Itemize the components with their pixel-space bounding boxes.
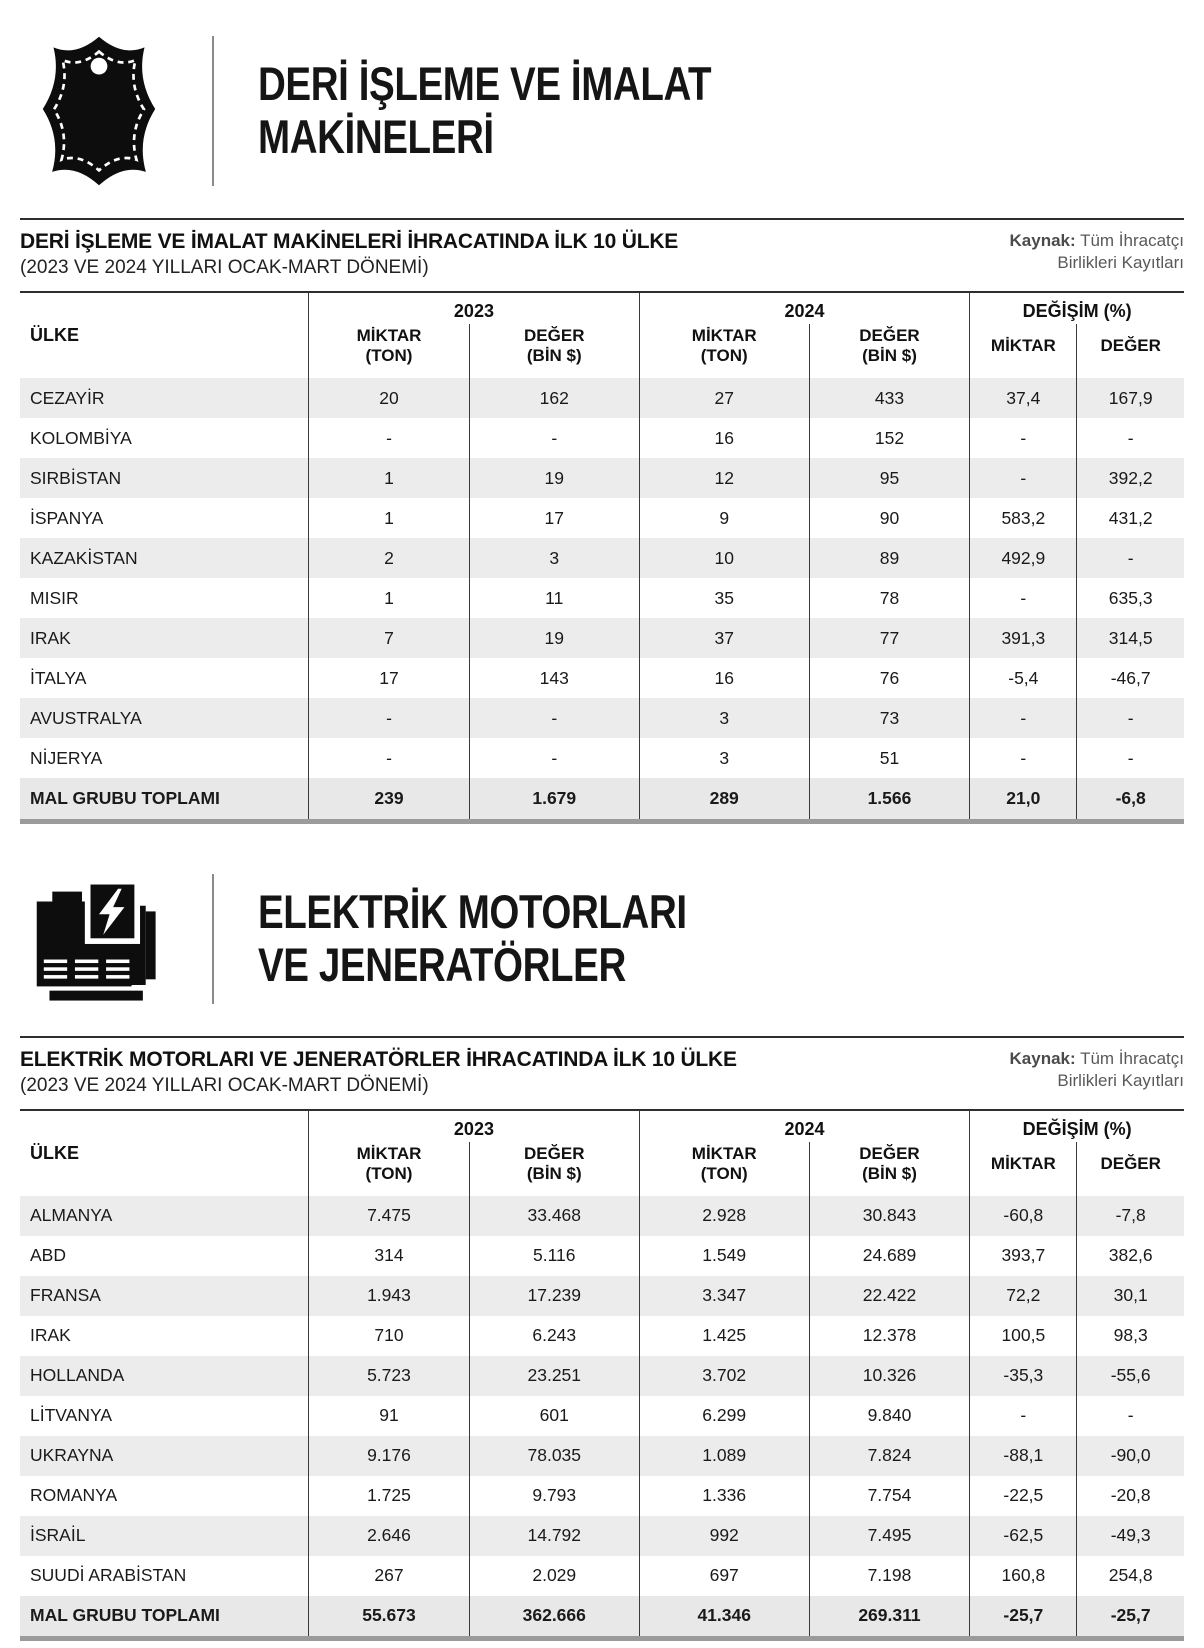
value-cell: 9: [639, 498, 809, 538]
value-cell: 1.549: [639, 1236, 809, 1276]
value-cell: -22,5: [970, 1476, 1077, 1516]
col-header-change-qty: MİKTAR: [970, 1142, 1077, 1196]
value-cell: 10.326: [809, 1356, 970, 1396]
table-title: ELEKTRİK MOTORLARI VE JENERATÖRLER İHRACATINDA İLK 10 ÜLKE: [20, 1047, 737, 1071]
table-header: [20, 1110, 1184, 1196]
value-cell: 27: [639, 378, 809, 418]
value-cell: 583,2: [970, 498, 1077, 538]
val-label: DEĞER: [524, 1143, 585, 1163]
value-cell: 239: [309, 778, 470, 821]
col-header-val-2023: [469, 1142, 639, 1196]
table-row: [20, 418, 1184, 458]
value-cell: 17.239: [469, 1276, 639, 1316]
table-body: [20, 378, 1184, 778]
value-cell: 30,1: [1077, 1276, 1184, 1316]
col-header-change-val: DEĞER: [1077, 324, 1184, 378]
value-cell: 19: [469, 618, 639, 658]
country-cell: MAL GRUBU TOPLAMI: [20, 1596, 309, 1639]
value-cell: 5.116: [469, 1236, 639, 1276]
value-cell: 2.029: [469, 1556, 639, 1596]
table-row: [20, 618, 1184, 658]
val-unit: (BİN $): [862, 1163, 917, 1183]
value-cell: -60,8: [970, 1196, 1077, 1236]
value-cell: -: [469, 418, 639, 458]
value-cell: 37,4: [970, 378, 1077, 418]
table-title-group: [20, 1048, 737, 1097]
value-cell: 697: [639, 1556, 809, 1596]
value-cell: 24.689: [809, 1236, 970, 1276]
value-cell: 35: [639, 578, 809, 618]
value-cell: 362.666: [469, 1596, 639, 1639]
value-cell: 7.475: [309, 1196, 470, 1236]
value-cell: 1.679: [469, 778, 639, 821]
table-row: [20, 1236, 1184, 1276]
table-title: DERİ İŞLEME VE İMALAT MAKİNELERİ İHRACATINDA İLK 10 ÜLKE: [20, 230, 679, 253]
value-cell: 1.566: [809, 778, 970, 821]
value-cell: -88,1: [970, 1436, 1077, 1476]
value-cell: 7.824: [809, 1436, 970, 1476]
total-row: [20, 1596, 1184, 1639]
value-cell: -5,4: [970, 658, 1077, 698]
qty-label: MİKTAR: [356, 326, 422, 345]
col-header-val-2023: [469, 324, 639, 378]
value-cell: 77: [809, 618, 970, 658]
value-cell: 91: [309, 1396, 470, 1436]
val-unit: (BİN $): [862, 346, 917, 366]
country-cell: LİTVANYA: [30, 1405, 113, 1426]
country-cell: KAZAKİSTAN: [20, 538, 309, 578]
value-cell: 289: [639, 778, 809, 821]
value-cell: 492,9: [970, 538, 1077, 578]
table-row: [20, 658, 1184, 698]
value-cell: 7.754: [809, 1476, 970, 1516]
country-cell: HOLLANDA: [20, 1356, 309, 1396]
value-cell: 95: [809, 458, 970, 498]
value-cell: 89: [809, 538, 970, 578]
col-header-change: DEĞİŞİM (%): [970, 292, 1184, 324]
value-cell: 90: [809, 498, 970, 538]
col-header-qty-2024: [639, 1142, 809, 1196]
value-cell: 431,2: [1077, 498, 1184, 538]
value-cell: 23.251: [469, 1356, 639, 1396]
value-cell: -90,0: [1077, 1436, 1184, 1476]
value-cell: 12: [639, 458, 809, 498]
value-cell: 51: [809, 738, 970, 778]
value-cell: 12.378: [809, 1316, 970, 1356]
value-cell: 17: [309, 658, 470, 698]
value-cell: 2: [309, 538, 470, 578]
table-row: [20, 1556, 1184, 1596]
table-title-block-generators: [0, 1038, 1204, 1109]
value-cell: 7.495: [809, 1516, 970, 1556]
value-cell: 167,9: [1077, 378, 1184, 418]
col-header-2023: 2023: [309, 1110, 640, 1142]
value-cell: 14.792: [469, 1516, 639, 1556]
value-cell: 2.646: [309, 1516, 470, 1556]
value-cell: 267: [309, 1556, 470, 1596]
value-cell: 7.198: [809, 1556, 970, 1596]
value-cell: 1: [309, 578, 470, 618]
table-row: [20, 458, 1184, 498]
value-cell: -: [970, 1396, 1077, 1436]
value-cell: 16: [639, 658, 809, 698]
value-cell: 37: [639, 618, 809, 658]
source-note: [1010, 230, 1184, 274]
value-cell: 22.422: [809, 1276, 970, 1316]
table-row: [20, 1316, 1184, 1356]
value-cell: 152: [809, 418, 970, 458]
value-cell: 78.035: [469, 1436, 639, 1476]
country-cell: NİJERYA: [30, 747, 103, 768]
table-subtitle: (2023 VE 2024 YILLARI OCAK-MART DÖNEMİ): [20, 1074, 429, 1096]
source-line2: Birlikleri Kayıtları: [1057, 253, 1184, 273]
source-note: [1010, 1048, 1184, 1092]
value-cell: 1: [309, 458, 470, 498]
generator-icon: [24, 868, 174, 1010]
value-cell: 382,6: [1077, 1236, 1184, 1276]
value-cell: -35,3: [970, 1356, 1077, 1396]
value-cell: -6,8: [1077, 778, 1184, 821]
value-cell: 162: [469, 378, 639, 418]
source-line1: [1010, 1048, 1184, 1070]
col-header-val-2024: [809, 324, 970, 378]
table-row: [20, 538, 1184, 578]
value-cell: 100,5: [970, 1316, 1077, 1356]
country-cell: IRAK: [20, 618, 309, 658]
section-banner-generators: [0, 864, 1204, 1036]
col-header-qty-2023: [309, 324, 470, 378]
value-cell: -: [309, 698, 470, 738]
col-header-2023: 2023: [309, 292, 640, 324]
qty-label: MİKTAR: [356, 1143, 422, 1163]
value-cell: -: [970, 738, 1077, 778]
table-title-block-leather: [0, 220, 1204, 291]
value-cell: 78: [809, 578, 970, 618]
qty-unit: (TON): [365, 346, 413, 366]
header-row-years: [20, 1110, 1184, 1142]
qty-unit: (TON): [365, 1163, 413, 1183]
value-cell: -55,6: [1077, 1356, 1184, 1396]
section-title-line2: MAKİNELERİ: [258, 110, 494, 163]
value-cell: -: [1077, 698, 1184, 738]
section-banner-leather: [0, 26, 1204, 218]
export-table-leather: [20, 291, 1184, 824]
value-cell: 9.840: [809, 1396, 970, 1436]
table-row: [20, 1276, 1184, 1316]
value-cell: 710: [309, 1316, 470, 1356]
table-row: [20, 578, 1184, 618]
country-cell: FRANSA: [20, 1276, 309, 1316]
value-cell: 55.673: [309, 1596, 470, 1639]
total-row: [20, 778, 1184, 821]
value-cell: -: [1077, 538, 1184, 578]
value-cell: 76: [809, 658, 970, 698]
table-row: [20, 1476, 1184, 1516]
value-cell: 5.723: [309, 1356, 470, 1396]
value-cell: 19: [469, 458, 639, 498]
value-cell: -7,8: [1077, 1196, 1184, 1236]
col-header-change: DEĞİŞİM (%): [970, 1110, 1184, 1142]
col-header-qty-2023: [309, 1142, 470, 1196]
val-label: DEĞER: [859, 1143, 920, 1163]
val-unit: (BİN $): [526, 346, 582, 366]
value-cell: 6.243: [469, 1316, 639, 1356]
table-row: [20, 378, 1184, 418]
value-cell: 10: [639, 538, 809, 578]
source-line2: Birlikleri Kayıtları: [1057, 1070, 1184, 1090]
qty-unit: (TON): [700, 346, 748, 366]
value-cell: -49,3: [1077, 1516, 1184, 1556]
value-cell: -62,5: [970, 1516, 1077, 1556]
val-label: DEĞER: [859, 326, 920, 345]
value-cell: -25,7: [970, 1596, 1077, 1639]
country-cell: ALMANYA: [20, 1196, 309, 1236]
value-cell: 392,2: [1077, 458, 1184, 498]
value-cell: 20: [309, 378, 470, 418]
country-cell: ROMANYA: [30, 1485, 118, 1506]
header-row-years: [20, 292, 1184, 324]
value-cell: -: [970, 698, 1077, 738]
value-cell: -20,8: [1077, 1476, 1184, 1516]
value-cell: -: [309, 418, 470, 458]
country-cell: AVUSTRALYA: [20, 698, 309, 738]
table-header: [20, 292, 1184, 378]
val-unit: (BİN $): [526, 1163, 582, 1183]
value-cell: 314: [309, 1236, 470, 1276]
value-cell: 269.311: [809, 1596, 970, 1639]
country-cell: İSRAİL: [20, 1516, 309, 1556]
country-cell: UKRAYNA: [20, 1436, 309, 1476]
source-label: Kaynak:: [1009, 1048, 1076, 1068]
value-cell: -: [1077, 1396, 1184, 1436]
source-text1: Tüm İhracatçı: [1075, 1048, 1184, 1068]
value-cell: 160,8: [970, 1556, 1077, 1596]
country-cell: KOLOMBİYA: [30, 427, 132, 448]
section-title-generators: [258, 886, 687, 991]
value-cell: 3: [469, 538, 639, 578]
country-cell: SUUDİ ARABİSTAN: [30, 1565, 187, 1586]
table-row: [20, 1516, 1184, 1556]
value-cell: 992: [639, 1516, 809, 1556]
leather-hide-icon: [24, 30, 174, 192]
col-header-2024: 2024: [639, 292, 970, 324]
value-cell: 33.468: [469, 1196, 639, 1236]
country-cell: İSPANYA: [30, 507, 104, 528]
value-cell: 391,3: [970, 618, 1077, 658]
export-table-generators: [20, 1109, 1184, 1642]
value-cell: 3: [639, 698, 809, 738]
source-label: Kaynak:: [1009, 231, 1076, 250]
section-title-leather: [258, 58, 711, 163]
table-body: [20, 1196, 1184, 1596]
value-cell: -: [970, 578, 1077, 618]
source-line1: [1010, 230, 1184, 252]
value-cell: 314,5: [1077, 618, 1184, 658]
banner-divider: [212, 874, 214, 1004]
value-cell: 21,0: [970, 778, 1077, 821]
qty-label: MİKTAR: [691, 1143, 757, 1163]
value-cell: 11: [469, 578, 639, 618]
value-cell: 3: [639, 738, 809, 778]
table-row: [20, 498, 1184, 538]
table-row: [20, 1396, 1184, 1436]
value-cell: 7: [309, 618, 470, 658]
value-cell: 1.943: [309, 1276, 470, 1316]
country-cell: MAL GRUBU TOPLAMI: [20, 778, 309, 821]
value-cell: 433: [809, 378, 970, 418]
country-cell: ABD: [30, 1245, 66, 1266]
value-cell: 2.928: [639, 1196, 809, 1236]
country-cell: SIRBİSTAN: [20, 458, 309, 498]
table-total: [20, 778, 1184, 821]
value-cell: -: [970, 458, 1077, 498]
value-cell: 6.299: [639, 1396, 809, 1436]
value-cell: 73: [809, 698, 970, 738]
value-cell: 9.176: [309, 1436, 470, 1476]
value-cell: 1.725: [309, 1476, 470, 1516]
table-row: [20, 1196, 1184, 1236]
value-cell: 41.346: [639, 1596, 809, 1639]
value-cell: 1.425: [639, 1316, 809, 1356]
table-row: [20, 1356, 1184, 1396]
source-text1: Tüm İhracatçı: [1075, 231, 1184, 250]
value-cell: -46,7: [1077, 658, 1184, 698]
section-title-line1: ELEKTRİK MOTORLARI: [258, 884, 687, 938]
value-cell: 254,8: [1077, 1556, 1184, 1596]
value-cell: -: [469, 738, 639, 778]
value-cell: -: [309, 738, 470, 778]
col-header-qty-2024: [639, 324, 809, 378]
val-label: DEĞER: [524, 326, 585, 345]
value-cell: -: [469, 698, 639, 738]
section-title-line1: DERİ İŞLEME VE İMALAT: [258, 57, 712, 111]
value-cell: 9.793: [469, 1476, 639, 1516]
value-cell: 30.843: [809, 1196, 970, 1236]
value-cell: 98,3: [1077, 1316, 1184, 1356]
col-header-change-qty: MİKTAR: [970, 324, 1077, 378]
table-row: [20, 738, 1184, 778]
value-cell: 1: [309, 498, 470, 538]
value-cell: 1.336: [639, 1476, 809, 1516]
value-cell: 393,7: [970, 1236, 1077, 1276]
col-header-2024: 2024: [639, 1110, 970, 1142]
value-cell: 72,2: [970, 1276, 1077, 1316]
col-header-change-val: DEĞER: [1077, 1142, 1184, 1196]
country-cell: İTALYA: [30, 667, 87, 688]
value-cell: -: [1077, 738, 1184, 778]
section-title-line2: VE JENERATÖRLER: [258, 937, 626, 991]
country-cell: IRAK: [30, 1325, 71, 1346]
value-cell: 143: [469, 658, 639, 698]
table-row: [20, 1436, 1184, 1476]
country-cell: CEZAYİR: [20, 378, 309, 418]
value-cell: -: [1077, 418, 1184, 458]
value-cell: 635,3: [1077, 578, 1184, 618]
qty-unit: (TON): [700, 1163, 748, 1183]
table-title-group: [20, 230, 678, 279]
country-cell: MISIR: [30, 587, 79, 608]
table-subtitle: (2023 VE 2024 YILLARI OCAK-MART DÖNEMİ): [20, 257, 429, 278]
table-row: [20, 698, 1184, 738]
value-cell: -: [970, 418, 1077, 458]
col-header-country: ÜLKE: [30, 1142, 79, 1163]
value-cell: 3.347: [639, 1276, 809, 1316]
banner-divider: [212, 36, 214, 186]
col-header-val-2024: [809, 1142, 970, 1196]
table-total: [20, 1596, 1184, 1639]
value-cell: 16: [639, 418, 809, 458]
value-cell: 17: [469, 498, 639, 538]
value-cell: 601: [469, 1396, 639, 1436]
col-header-country: ÜLKE: [30, 325, 79, 346]
value-cell: 1.089: [639, 1436, 809, 1476]
value-cell: -25,7: [1077, 1596, 1184, 1639]
qty-label: MİKTAR: [691, 326, 757, 345]
value-cell: 3.702: [639, 1356, 809, 1396]
